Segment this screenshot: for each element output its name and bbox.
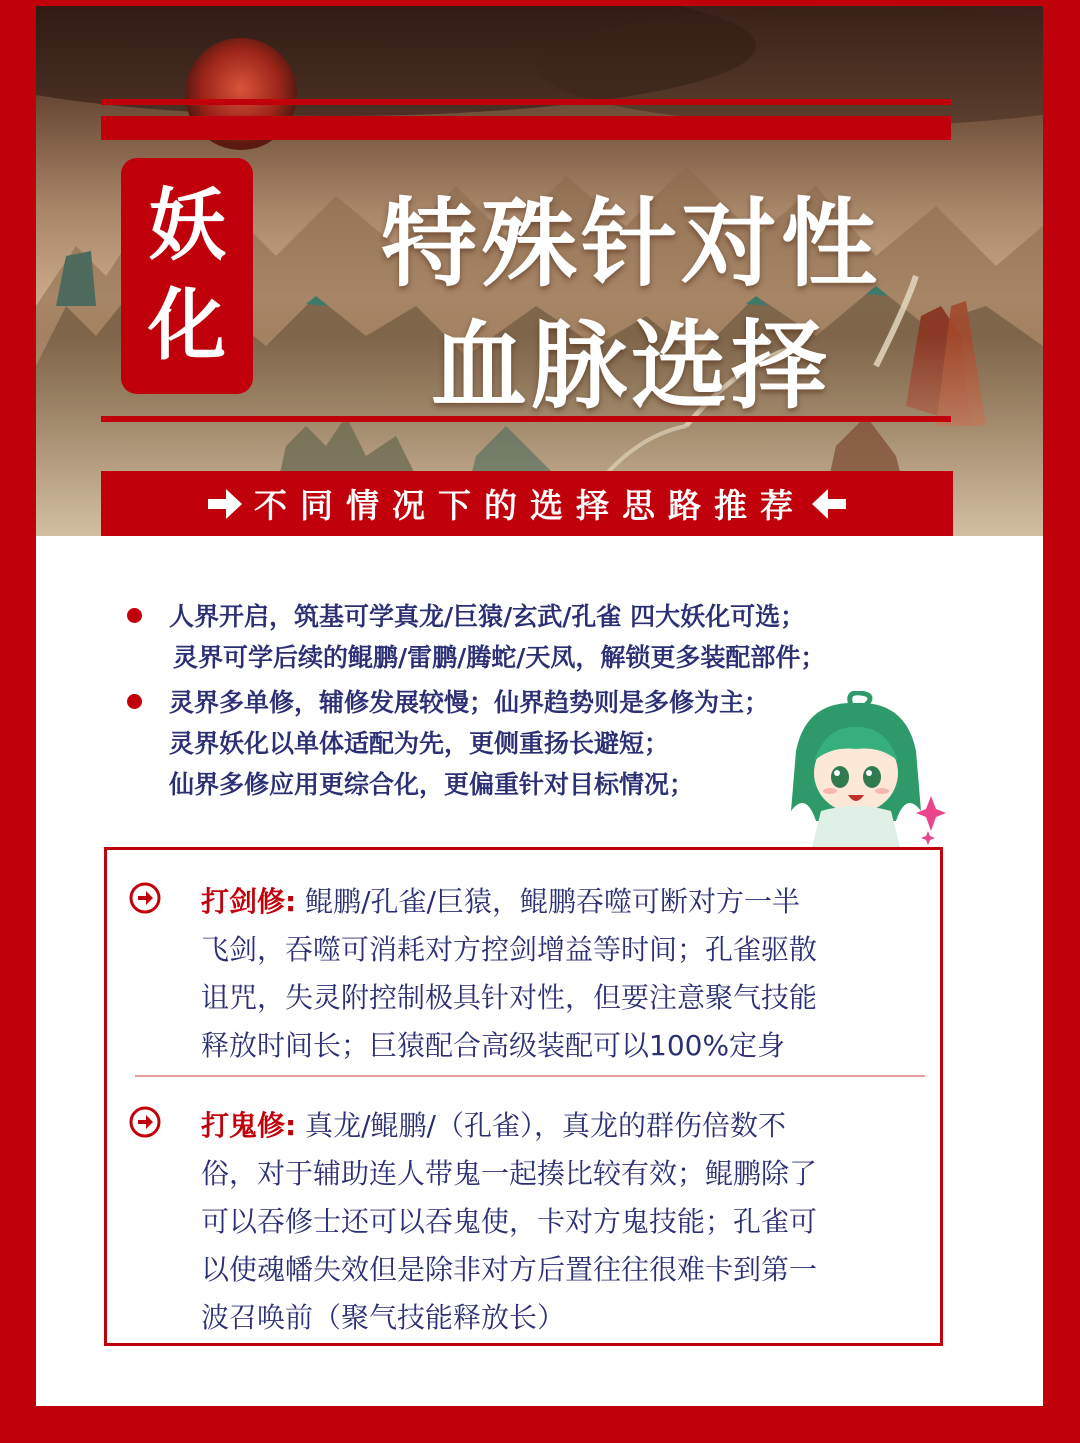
entry-text: 鲲鹏/孔雀/巨猿，鲲鹏吞噬可断对方一半 — [305, 885, 800, 918]
top-rule-2 — [101, 116, 951, 140]
page-frame — [36, 6, 1043, 1406]
entry-label: 打剑修: — [201, 885, 297, 918]
entry-label: 打鬼修: — [201, 1109, 297, 1142]
tag-char-2: 化 — [147, 281, 226, 371]
bullet-line: 灵界多单修，辅修发展较慢；仙界趋势则是多修为主； — [169, 688, 770, 717]
subtitle-bar — [101, 471, 953, 536]
bullet-dot-icon — [127, 694, 142, 709]
bullet-item — [121, 596, 1001, 678]
entry-text: 释放时间长；巨猿配合高级装配可以100%定身 — [201, 1029, 786, 1062]
banner — [36, 6, 1043, 536]
title-line-2: 血脉选择 — [431, 310, 831, 422]
entry-text: 飞剑，吞噬可消耗对方控剑增益等时间；孔雀驱散 — [201, 933, 818, 966]
circle-arrow-icon — [129, 1106, 161, 1138]
bullet-dot-icon — [127, 608, 142, 623]
title-line-1: 特殊针对性 — [381, 188, 881, 300]
arrow-left-icon — [810, 487, 848, 521]
top-rule-1 — [101, 99, 951, 105]
entry-text: 真龙/鲲鹏/（孔雀），真龙的群伤倍数不 — [305, 1109, 786, 1142]
bullet-line: 灵界妖化以单体适配为先，更侧重扬长避短； — [169, 729, 670, 758]
entry-text: 诅咒，失灵附控制极具针对性，但要注意聚气技能 — [201, 981, 818, 1014]
category-tag — [121, 158, 253, 394]
entry-text: 以使魂幡失效但是除非对方后置往往很难卡到第一 — [201, 1253, 818, 1286]
bullet-line: 仙界多修应用更综合化，更偏重针对目标情况； — [169, 770, 695, 799]
entry-sword-cultivator — [129, 878, 919, 1070]
subtitle: 不同情况下的选择思路推荐 — [254, 486, 806, 525]
entry-text: 可以吞修士还可以吞鬼使，卡对方鬼技能；孔雀可 — [201, 1205, 818, 1238]
arrow-right-icon — [206, 487, 244, 521]
entry-text: 俗，对于辅助连人带鬼一起揍比较有效；鲲鹏除了 — [201, 1157, 818, 1190]
bullet-line: 灵界可学后续的鲲鹏/雷鹏/腾蛇/天凤，解锁更多装配部件； — [173, 643, 826, 672]
entry-text: 波召唤前（聚气技能释放长） — [201, 1301, 566, 1334]
entry-ghost-cultivator — [129, 1102, 919, 1342]
circle-arrow-icon — [129, 882, 161, 914]
tag-char-1: 妖 — [147, 181, 226, 271]
strategy-box — [104, 847, 943, 1346]
mascot-character-icon — [766, 691, 946, 851]
divider — [135, 1075, 925, 1077]
bullet-line: 人界开启，筑基可学真龙/巨猿/玄武/孔雀 四大妖化可选； — [169, 602, 806, 631]
